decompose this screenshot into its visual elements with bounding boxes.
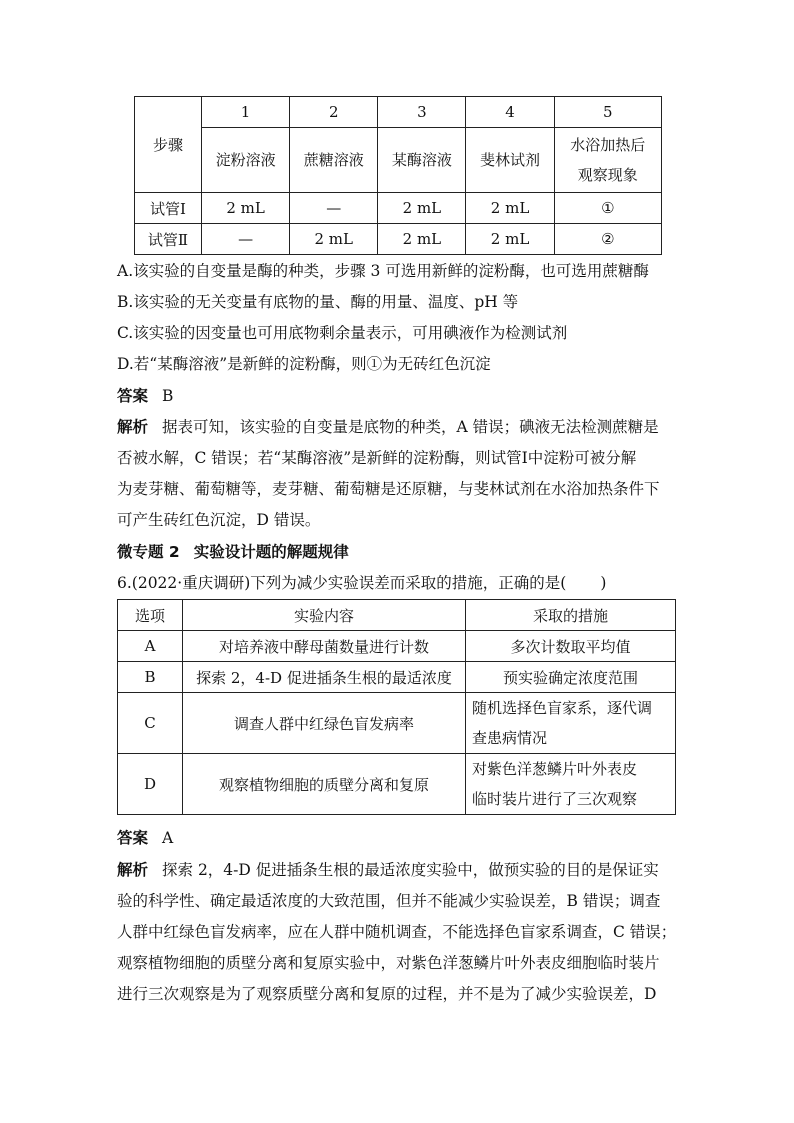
answer-label: 答案 [117,387,149,405]
table-row [135,128,662,193]
measure-cell [466,693,676,754]
content-cell: 对培养液中酵母菌数量进行计数 [183,631,466,662]
table-cell: 2 mL [290,224,378,255]
answer-label: 答案 [117,829,149,847]
column-header-line: 观察现象 [577,166,638,184]
answer-value: A [162,829,174,847]
table-row [118,631,676,662]
q6-analysis-line: 观察植物细胞的质壁分离和复原实验中，对紫色洋葱鳞片叶外表皮细胞临时装片 [117,954,660,972]
option-cell: A [118,631,183,662]
option-cell: C [118,693,183,754]
analysis-text: 据表可知，该实验的自变量是底物的种类，A 错误；碘液无法检测蔗糖是 [162,418,659,436]
table-cell: 2 mL [466,193,554,224]
table-row [135,193,662,224]
row-label-cell: 试管Ⅱ [135,224,202,255]
table-cell: ① [554,193,661,224]
q6-analysis-line: 进行三次观察是为了观察质壁分离和复原的过程，并不是为了减少实验误差，D [117,985,657,1003]
q5-analysis-line: 可产生砖红色沉淀，D 错误。 [117,511,321,529]
section-number: 微专题 2 [117,543,180,561]
measure-cell: 多次计数取平均值 [466,631,676,662]
analysis-label: 解析 [117,861,149,879]
measure-cell: 预实验确定浓度范围 [466,662,676,693]
column-header-cell: 蔗糖溶液 [290,128,378,193]
section-heading [117,537,349,568]
option-c: C.该实验的因变量也可用底物剩余量表示，可用碘液作为检测试剂 [117,324,568,342]
q6-analysis-line [117,855,659,886]
table-cell: 2 mL [202,193,290,224]
q5-analysis-line [117,412,659,443]
q6-stem-text: 6.(2022·重庆调研)下列为减少实验误差而采取的措施，正确的是( [117,574,567,592]
option-d: D.若“某酶溶液”是新鲜的淀粉酶，则①为无砖红色沉淀 [117,355,491,373]
q6-analysis-line: 验的科学性、确定最适浓度的大致范围，但并不能减少实验误差，B 错误；调查 [117,892,661,910]
measure-line: 查患病情况 [472,729,548,747]
table-cell: 2 mL [378,193,466,224]
experiment-steps-table [134,96,662,255]
table-row [118,662,676,693]
option-a: A.该实验的自变量是酶的种类，步骤 3 可选用新鲜的淀粉酶，也可选用蔗糖酶 [117,262,649,280]
step-number-cell: 5 [554,97,661,128]
table-cell: — [290,193,378,224]
q6-answer [117,823,173,854]
q6-stem-close: ) [600,574,607,592]
measure-cell [466,754,676,815]
option-b: B.该实验的无关变量有底物的量、酶的用量、温度、pH 等 [117,293,519,311]
measure-line: 临时装片进行了三次观察 [472,790,638,808]
table-cell: ② [554,224,661,255]
table-row [118,600,676,631]
analysis-text: 探索 2，4-D 促进插条生根的最适浓度实验中，做预实验的目的是保证实 [162,861,659,879]
column-header-cell: 斐林试剂 [466,128,554,193]
table-row [135,97,662,128]
content-cell: 探索 2，4-D 促进插条生根的最适浓度 [183,662,466,693]
step-label-cell: 步骤 [135,97,202,193]
q5-answer [117,381,173,412]
q6-analysis-line: 人群中红绿色盲发病率，应在人群中随机调查，不能选择色盲家系调查，C 错误； [117,923,677,941]
header-cell: 实验内容 [183,600,466,631]
column-header-cell [554,128,661,193]
answer-value: B [162,387,174,405]
table-row [135,224,662,255]
table-cell: 2 mL [466,224,554,255]
q5-analysis-line: 为麦芽糖、葡萄糖等，麦芽糖、葡萄糖是还原糖，与斐林试剂在水浴加热条件下 [117,480,660,498]
measure-line: 对紫色洋葱鳞片叶外表皮 [472,760,638,778]
step-number-cell: 1 [202,97,290,128]
option-cell: B [118,662,183,693]
row-label-cell: 试管Ⅰ [135,193,202,224]
column-header-line: 水浴加热后 [570,136,646,154]
content-cell: 调查人群中红绿色盲发病率 [183,693,466,754]
table-row [118,754,676,815]
analysis-label: 解析 [117,418,149,436]
table-row [118,693,676,754]
step-number-cell: 3 [378,97,466,128]
q6-stem [117,568,606,599]
measure-line: 随机选择色盲家系，逐代调 [472,699,653,717]
table-cell: 2 mL [378,224,466,255]
option-cell: D [118,754,183,815]
section-title: 实验设计题的解题规律 [193,543,349,561]
header-cell: 选项 [118,600,183,631]
measures-table [117,599,676,815]
q5-analysis-line: 否被水解，C 错误；若“某酶溶液”是新鲜的淀粉酶，则试管Ⅰ中淀粉可被分解 [117,449,637,467]
column-header-cell: 淀粉溶液 [202,128,290,193]
content-cell: 观察植物细胞的质壁分离和复原 [183,754,466,815]
column-header-cell: 某酶溶液 [378,128,466,193]
step-number-cell: 4 [466,97,554,128]
table-cell: — [202,224,290,255]
step-number-cell: 2 [290,97,378,128]
header-cell: 采取的措施 [466,600,676,631]
